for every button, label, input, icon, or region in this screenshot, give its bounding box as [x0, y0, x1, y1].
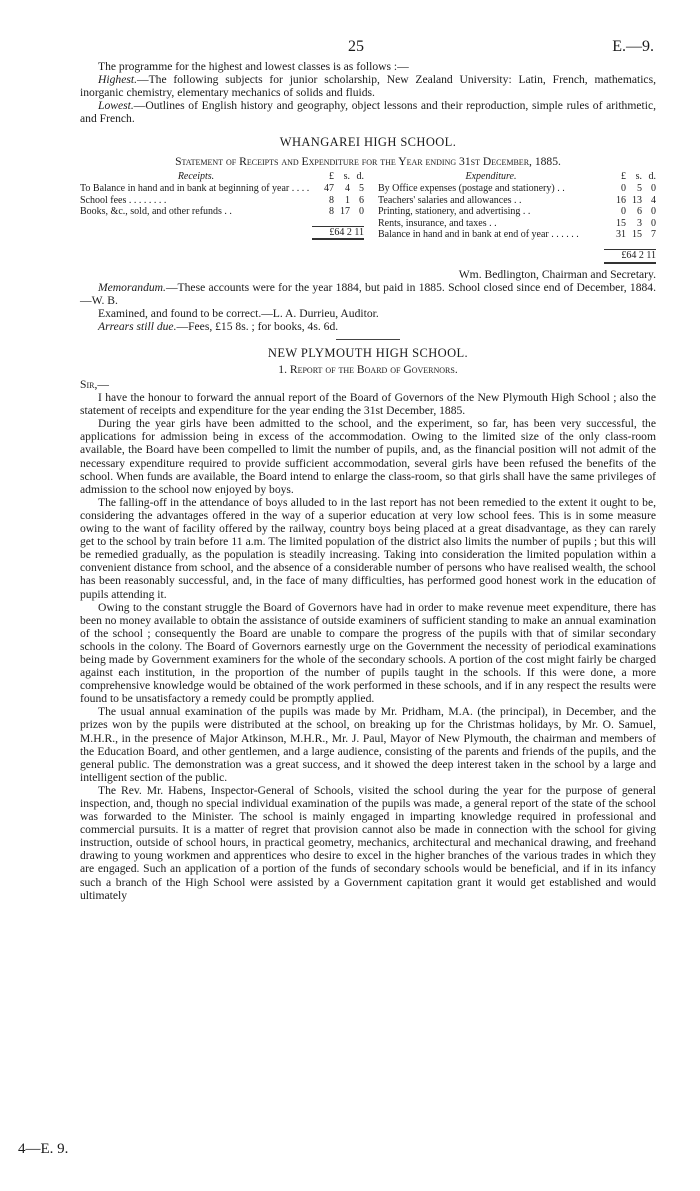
document-page [80, 38, 656, 902]
amount-l: 31 [616, 229, 626, 241]
entry-description: School fees . . . . . . . . [80, 194, 167, 206]
expenditure-caption: Expenditure. [465, 171, 517, 183]
amount-d: 6 [359, 194, 364, 206]
receipts-row [80, 206, 364, 218]
programme-intro: The programme for the highest and lowest classes is as follows :— [98, 60, 409, 73]
amount-s: 5 [637, 183, 642, 195]
entry-description: Rents, insurance, and taxes . . [378, 217, 497, 229]
amount-l: 47 [324, 183, 334, 195]
highest-text: —The following subjects for junior scholarship, New Zealand University: Latin, French, mathematics, inorganic chemistry, elementary mechanics of solids and fluids. [80, 73, 656, 100]
amount-d: 0 [651, 217, 656, 229]
page-footer-mark: 4—E. 9. [18, 1141, 69, 1157]
highest-label: Highest. [98, 73, 137, 87]
expenditure-row [378, 183, 656, 195]
expenditure-row [378, 195, 656, 207]
document-reference: E.—9. [612, 38, 654, 55]
amount-s: 13 [632, 194, 642, 206]
entry-description: Printing, stationery, and advertising . . [378, 206, 531, 218]
page-number: 25 [348, 38, 364, 55]
whangarei-signature: Wm. Bedlington, Chairman and Secretary. [458, 267, 656, 281]
report-paragraph: The Rev. Mr. Habens, Inspector-General of Schools, visited the school during the year for the purpose of general inspection, and, though no special individual examination of the pupils was made, a general report of the state of the school was forwarded to the Minister. The school is mainly engaged in imparting knowledge required in professional and commercial pursuits. It is a matter of regret that provision cannot also be made in connection with the school for giving instruction, outside of school hours, in practical geometry, mechanics, architectural and mechanical drawing, and freehand drawing to young workmen and apprentices who desire to excel in the higher branches of the various trades in which they are engaged. Such an application of a portion of the funds of secondary schools would be beneficial, and if in its infancy such a branch of the High School were assisted by a Government capitation grant it would get established and would ultimately [80, 783, 656, 902]
whangarei-title: WHANGAREI HIGH SCHOOL. [279, 135, 457, 150]
entry-description: To Balance in hand and in bank at beginning of year . . . . [80, 183, 310, 195]
new-plymouth-report-body [80, 391, 656, 902]
amount-d: 0 [651, 183, 656, 195]
amount-d: 0 [359, 206, 364, 218]
amount-s: 17 [340, 206, 350, 218]
auditor-note: Examined, and found to be correct.—L. A. Durrieu, Auditor. [98, 306, 379, 320]
new-plymouth-subtitle: 1. Report of the Board of Governors. [278, 363, 458, 376]
amount-d: 7 [651, 229, 656, 241]
entry-description: By Office expenses (postage and stationery) . . [378, 183, 565, 195]
report-paragraph: I have the honour to forward the annual report of the Board of Governors of the New Plymouth High School ; also the statement of receipts and expenditure for the year ending the 31st December, 1885. [80, 391, 656, 418]
expenditure-row [378, 229, 656, 241]
report-paragraph: The usual annual examination of the pupils was made by Mr. Pridham, M.A. (the principal), in December, and the prizes won by the pupils were distributed at the school, on breaking up for the Christmas holidays, by Mr. O. Samuel, M.H.R., in the presence of Major Atkinson, M.H.R., Mr. J. Paul, Mayor of New Plymouth, the chairman and members of the Education Board, and other gentlemen, and a large audience, consisting of the parents and friends of the pupils, and the general public. The demonstration was a great success, and it showed the deep interest taken in the school by a large and intelligent section of the public. [80, 705, 656, 784]
memorandum [80, 281, 656, 307]
accounts-table [80, 171, 656, 263]
highest-class-paragraph [80, 73, 656, 99]
salutation: Sir,— [80, 378, 109, 391]
receipts-row [80, 195, 364, 207]
receipts-caption: Receipts. [177, 171, 215, 183]
amount-s: 6 [637, 206, 642, 218]
amount-d: 0 [651, 206, 656, 218]
page-header [80, 38, 656, 60]
whangarei-statement-heading: Statement of Receipts and Expenditure for the Year ending 31st December, 1885. [175, 155, 561, 169]
lowest-label: Lowest. [98, 99, 134, 113]
amount-s: 1 [345, 194, 350, 206]
amount-l: 0 [621, 206, 626, 218]
currency-header: £ s. d. [329, 171, 364, 183]
report-paragraph: During the year girls have been admitted to the school, and the experiment, so far, has been very successful, the applications for admission being in excess of the accommodation. Owing to the limited size of the only class-room available, the Board have been compelled to limit the number of pupils, and, as the financial position will not admit of the necessary expenditure required to provide sufficient accommodation, several girls have been refused the benefits of the school. When funds are available, the Board intend to enlarge the class-room, so that girls shall have the same privileges of admission to the school now enjoyed by boys. [80, 417, 656, 496]
amount-d: 5 [359, 183, 364, 195]
amount-s: 3 [637, 217, 642, 229]
amount-l: 16 [616, 194, 626, 206]
entry-description: Books, &c., sold, and other refunds . . [80, 206, 232, 218]
amount-l: 15 [616, 217, 626, 229]
lowest-class-paragraph [80, 99, 656, 125]
section-divider [336, 339, 400, 340]
report-paragraph: The falling-off in the attendance of boys alluded to in the last report has not been remedied to the extent it ought to be, considering the advantages offered in the way of a superior education at very low school fees. This is in some measure owing to the want of facility offered by the railway, country boys being placed at a great disadvantage, as they can rarely get to the school by train before 11 a.m. The limited population of the district also limits the number of pupils ; but this will be remedied gradually, as the population is steadily increasing. Taking into consideration the limited population within a convenient distance from school, and the absence of a considerable number of persons who have realised wealth, the school has been reasonably successful, and, in the face of many difficulties, has performed good honest work in the education of pupils attending it. [80, 495, 656, 601]
amount-s: 15 [632, 229, 642, 241]
expenditure-row [378, 218, 656, 230]
expenditure-column [368, 171, 656, 263]
amount-l: 0 [621, 183, 626, 195]
entry-description: Teachers' salaries and allowances . . [378, 194, 522, 206]
lowest-text: —Outlines of English history and geography, object lessons and their reproduction, simple rules of arithmetic, and French. [80, 99, 656, 126]
arrears-note [80, 320, 656, 333]
arrears-text: —Fees, £15 8s. ; for books, 4s. 6d. [176, 319, 339, 333]
memorandum-label: Memorandum. [98, 280, 166, 294]
receipts-column [80, 171, 368, 263]
receipts-row [80, 183, 364, 195]
entry-description: Balance in hand and in bank at end of year . . . . . . [378, 229, 579, 241]
expenditure-total: £64 2 11 [604, 249, 656, 264]
memorandum-text: —These accounts were for the year 1884, but paid in 1885. School closed since end of December, 1884.—W. B. [80, 280, 656, 307]
new-plymouth-title: NEW PLYMOUTH HIGH SCHOOL. [267, 346, 469, 360]
amount-l: 8 [329, 194, 334, 206]
receipts-total: £64 2 11 [312, 226, 364, 241]
expenditure-row [378, 206, 656, 218]
amount-s: 4 [345, 183, 350, 195]
report-paragraph: Owing to the constant struggle the Board of Governors have had in order to make revenue meet expenditure, there has been no money available to obtain the assistance of outside examiners of sufficient standing to make an annual examination of the school ; consequently the Board are unable to compare the progress of the pupils with that of similar secondary schools in the colony. The Board of Governors earnestly urge on the Government the necessity of periodical examinations being made by Government examiners for the whole of the secondary schools. A portion of the cost might fairly be charged against each institution, in the proportion of the number of pupils taught in the schools. If this were done, a more comprehensive knowledge would be obtained of the work performed in these schools, and if in any respect the results were found to be unsatisfactory a remedy could be promptly applied. [80, 600, 656, 706]
amount-d: 4 [651, 194, 656, 206]
arrears-label: Arrears still due. [98, 319, 177, 333]
currency-header: £ s. d. [621, 171, 656, 183]
amount-l: 8 [329, 206, 334, 218]
